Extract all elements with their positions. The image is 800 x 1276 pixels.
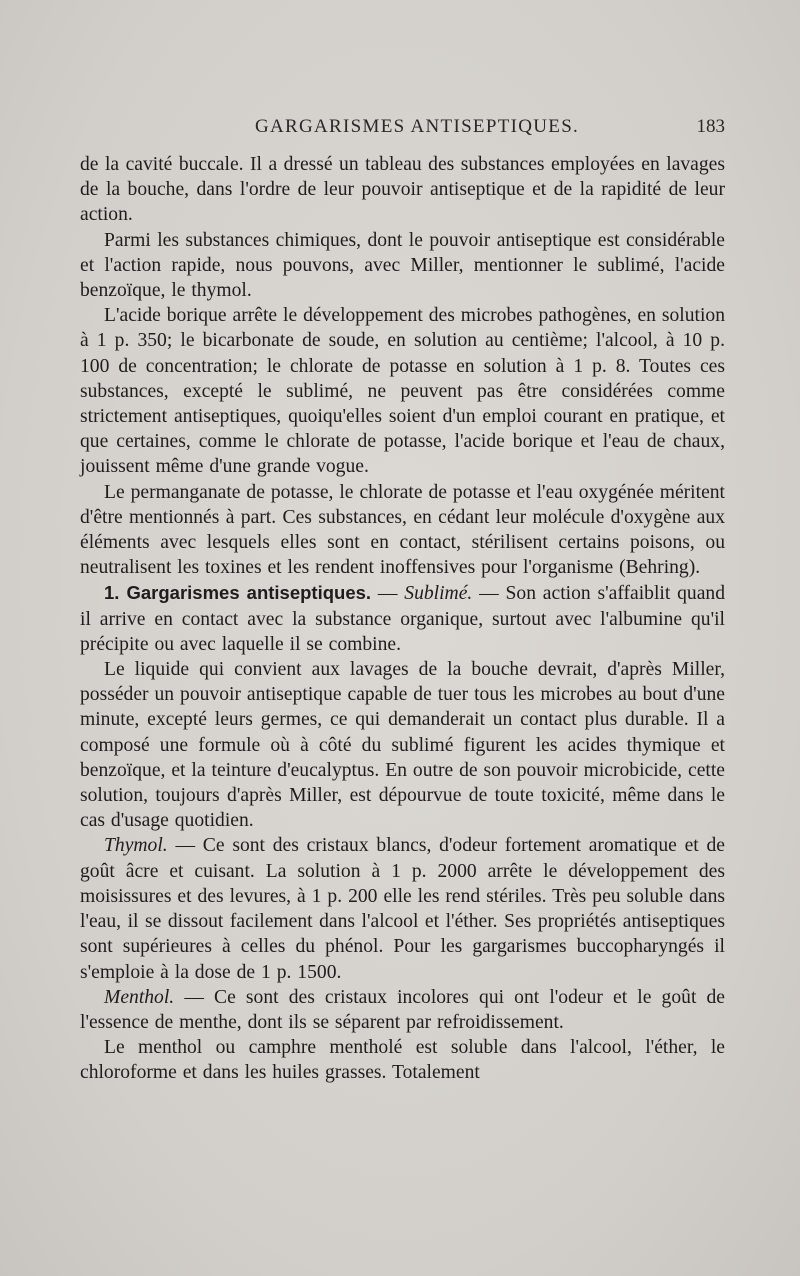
paragraph-substances: Parmi les substances chimiques, dont le pouvoir antiseptique est considérable et l'action rapide, nous pouvons, avec Miller, mentionner le sublimé, l'acide benzoïque, le thymol. <box>80 229 725 302</box>
sublime-text: — Son action s'affaiblit quand il arrive en contact avec la substance organique, surtout avec l'albumine qu'il précipite ou avec laquelle il se combine. <box>80 583 726 655</box>
paragraph-menthol-solubility: Le menthol ou camphre mentholé est soluble dans l'alcool, l'éther, le chloroforme et dans les huiles grasses. Totalement <box>80 1037 725 1084</box>
thymol-text: — Ce sont des cristaux blancs, d'odeur fortement aromatique et de goût âcre et cuisant. La solution à 1 p. 2000 arrête le développement des moisissures et des levures, à 1 p. 200 elle les rend stériles. Très peu soluble dans l'eau, il se dissout facilement dans l'alcool et l'éther. Ses propriétés antiseptiques sont supérieures à celles du phénol. Pour les gargarismes buccopharyngés il s'emploie à la dose de 1 p. 1500. <box>80 835 725 983</box>
paragraph-miller: Le liquide qui convient aux lavages de la bouche devrait, d'après Miller, posséder un pouvoir antiseptique capable de tuer tous les microbes au bout d'une minute, excepté leurs germes, ce qui demanderait un contact plus durable. Il a composé une formule où à côté du sublimé figurent les acides thymique et benzoïque, et la teinture d'eucalyptus. En outre de son pouvoir microbicide, cette solution, toujours d'après Miller, est dépourvue de toute toxicité, même dans le cas d'usage quotidien. <box>80 659 725 832</box>
running-title: GARGARISMES ANTISEPTIQUES. <box>255 116 580 137</box>
dash: — <box>371 583 405 605</box>
page-number: 183 <box>696 116 725 137</box>
paragraph-sublime <box>80 580 725 657</box>
paragraph-menthol <box>80 985 725 1035</box>
paragraph-permanganate: Le permanganate de potasse, le chlorate de potasse et l'eau oxygénée méritent d'être mentionnés à part. Ces substances, en cédant leur molécule d'oxygène aux éléments avec lesquels elles sont en contact, stérilisent certains poisons, ou neutralisent les toxines et les rendent inoffensives pour l'organisme (Behring). <box>80 481 725 579</box>
term-thymol: Thymol. <box>104 835 168 857</box>
paragraph-acide-borique: L'acide borique arrête le développement des microbes pathogènes, en solution à 1 p. 350; le bicarbonate de soude, en solution au centième; l'alcool, à 10 p. 100 de concentration; le chlorate de potasse en solution à 1 p. 8. Toutes ces substances, excepté le sublimé, ne peuvent pas être considérées comme strictement antiseptiques, quoiqu'elles soient d'un emploi courant en pratique, et que certaines, comme le chlorate de potasse, l'acide borique et l'eau de chaux, jouissent même d'une grande vogue. <box>80 305 725 478</box>
page-header <box>80 116 725 144</box>
term-menthol: Menthol. <box>104 986 175 1008</box>
term-sublime: Sublimé. <box>404 583 473 605</box>
paragraph-thymol <box>80 833 725 984</box>
body-text <box>80 152 725 1086</box>
section-heading: 1. Gargarismes antiseptiques. <box>104 582 372 604</box>
paragraph-continuation: de la cavité buccale. Il a dressé un tableau des substances employées en lavages de la bouche, dans l'ordre de leur pouvoir antiseptique et de la rapidité de leur action. <box>80 154 725 226</box>
menthol-text: — Ce sont des cristaux incolores qui ont l'odeur et le goût de l'essence de menthe, dont ils se séparent par refroidissement. <box>80 986 725 1033</box>
